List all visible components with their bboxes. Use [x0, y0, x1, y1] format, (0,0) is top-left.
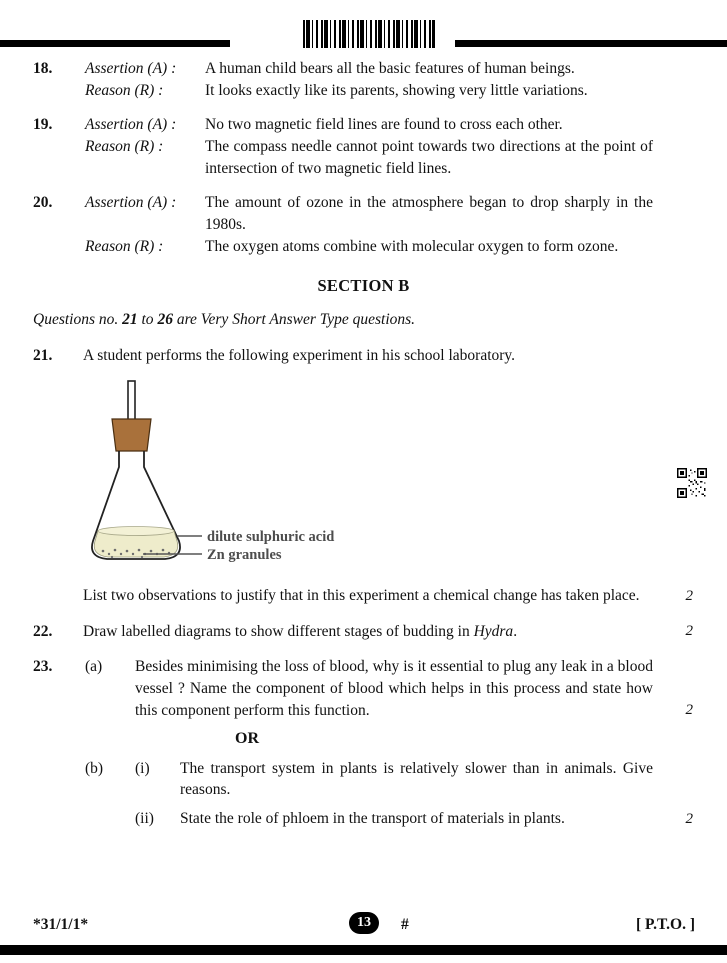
barcode: [303, 20, 435, 48]
label-dilute-sulphuric-acid: dilute sulphuric acid: [207, 528, 335, 545]
marks: 2: [685, 587, 693, 604]
bottom-rule: [0, 945, 727, 955]
top-rule-left: [0, 40, 230, 47]
qr-code: [677, 468, 707, 498]
question-number: 20.: [33, 194, 53, 212]
pto-note: [ P.T.O. ]: [636, 916, 695, 933]
marks: 2: [685, 622, 693, 639]
question-number: 19.: [33, 116, 53, 134]
question-23-part-a: [33, 656, 693, 721]
marks: 2: [685, 702, 693, 719]
question-19: [0, 114, 727, 179]
or-separator: OR: [235, 730, 259, 748]
reason-text: The compass needle cannot point towards two directions at the point of intersection of two magnetic field lines.: [205, 138, 653, 177]
question-22: [0, 621, 727, 643]
assertion-label: Assertion (A) :: [85, 194, 177, 212]
note-range-start: 21: [122, 310, 138, 328]
part-a-text: [135, 656, 693, 721]
part-a-label: (a): [85, 658, 103, 676]
assertion-label: Assertion (A) :: [85, 60, 177, 77]
question-23: [0, 656, 727, 830]
question-21-followup-text: List two observations to justify that in this experiment a chemical change has taken place.: [83, 586, 640, 604]
page-number-badge: 13: [349, 912, 379, 934]
section-b-heading: SECTION B: [317, 275, 410, 295]
sub-i-label: (i): [135, 759, 150, 777]
note-part: to: [137, 310, 158, 328]
reason-text: It looks exactly like its parents, showing very little variations.: [205, 81, 588, 99]
reason-label: Reason (R) :: [85, 237, 164, 255]
sub-ii-text-content: State the role of phloem in the transport of materials in plants.: [180, 810, 565, 828]
footer: [33, 912, 695, 938]
sub-i-text: The transport system in plants is relatively slower than in animals. Give reasons.: [180, 759, 653, 799]
assertion-text: A human child bears all the basic features of human beings.: [205, 60, 575, 77]
section-b-note: [0, 309, 727, 331]
note-part: are Very Short Answer Type questions.: [172, 310, 416, 328]
note-part: Questions no.: [33, 310, 123, 328]
part-b-label: (b): [85, 759, 104, 777]
question-22-text-part: Draw labelled diagrams to show different stages of budding in: [83, 622, 474, 640]
question-number: 21.: [33, 347, 53, 365]
page-content: [0, 58, 727, 830]
marks: 2: [685, 810, 693, 827]
top-rule-right: [455, 40, 727, 47]
question-22-text: [83, 621, 693, 643]
question-22-text-part: .: [513, 622, 518, 640]
part-a-text-content: Besides minimising the loss of blood, why is it essential to plug any leak in a blood vessel ? Name the component of blood which helps in this process and state how this component perform this function.: [135, 658, 653, 719]
question-21-followup: [83, 585, 693, 607]
italic-hydra: Hydra: [473, 622, 514, 640]
reason-label: Reason (R) :: [85, 81, 164, 99]
label-zn-granules: Zn granules: [207, 546, 282, 563]
flask-diagram: [85, 379, 653, 579]
paper-code: *31/1/1*: [33, 916, 89, 933]
question-21-text: A student performs the following experiment in his school laboratory.: [83, 347, 516, 365]
assertion-text: No two magnetic field lines are found to cross each other.: [205, 116, 563, 134]
assertion-label: Assertion (A) :: [85, 116, 177, 134]
sub-ii-label: (ii): [135, 810, 154, 828]
question-21: [0, 345, 727, 606]
hash-symbol: #: [401, 916, 409, 933]
question-18: [0, 58, 727, 101]
question-23-part-b-ii: [33, 808, 693, 830]
note-range-end: 26: [157, 310, 173, 328]
question-number: 23.: [33, 658, 53, 676]
question-21-body: [83, 345, 693, 606]
reason-text: The oxygen atoms combine with molecular oxygen to form ozone.: [205, 237, 619, 255]
sub-ii-text: [180, 808, 693, 830]
question-number: 22.: [33, 622, 53, 640]
assertion-text: The amount of ozone in the atmosphere began to drop sharply in the 1980s.: [205, 194, 653, 234]
reason-label: Reason (R) :: [85, 138, 164, 156]
question-number: 18.: [33, 60, 53, 77]
question-20: [0, 192, 727, 257]
question-23-part-b-i: [33, 758, 653, 801]
